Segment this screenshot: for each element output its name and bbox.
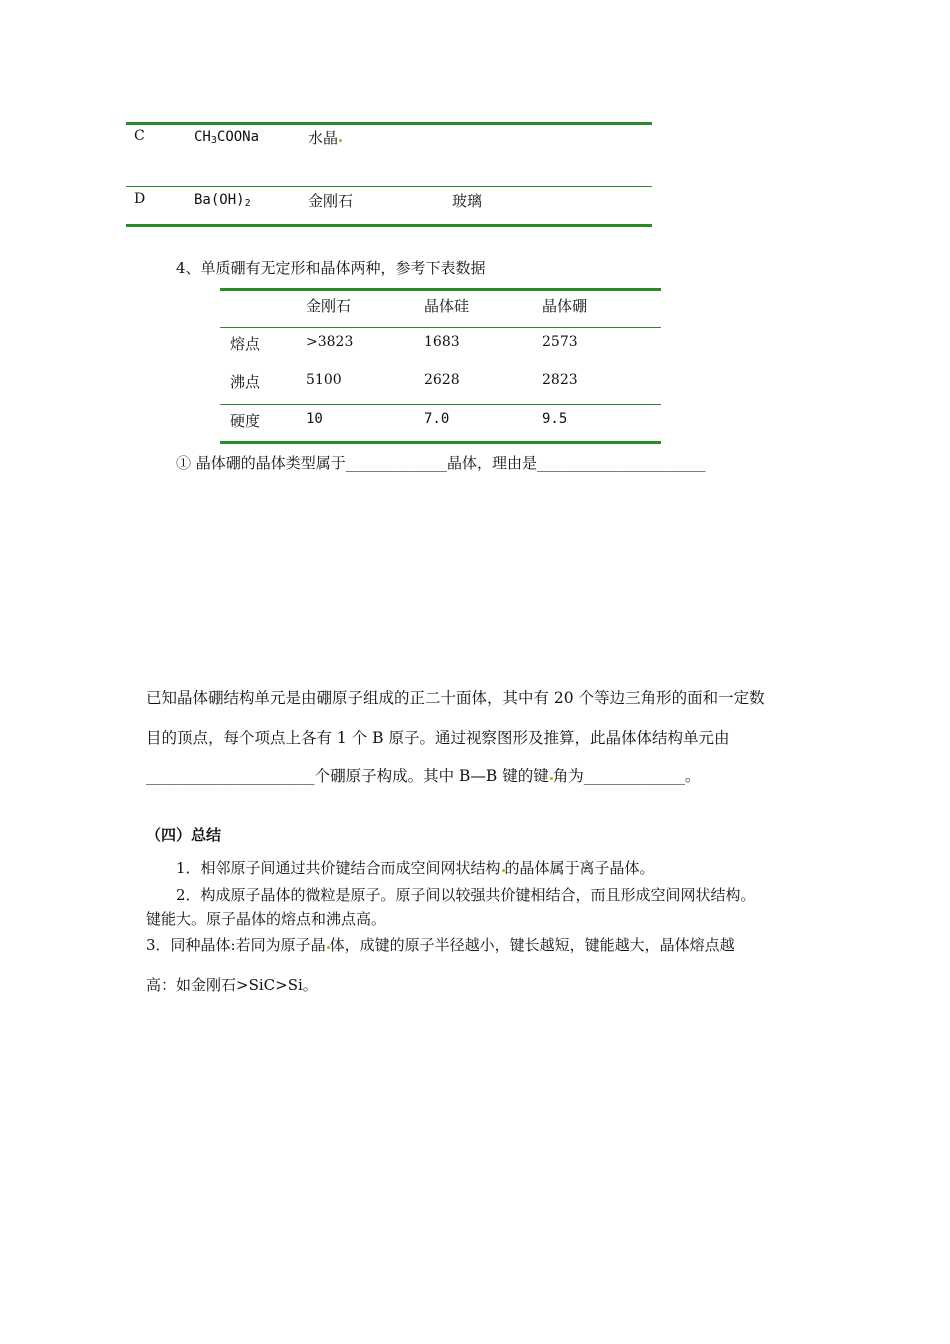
row-hardness-diamond: 10 (306, 411, 323, 427)
row-d-glass: 玻璃 (452, 192, 483, 210)
para-line-3: ____________________个硼原子构成。其中 B—B 键的键 角为____________。 (146, 767, 701, 785)
row-boiling-silicon: 2628 (424, 372, 460, 388)
row-boiling-boron: 2823 (542, 372, 578, 388)
q4-intro: 4、单质硼有无定形和晶体两种，参考下表数据 (176, 259, 486, 277)
answer-blank-reason[interactable]: ____________________ (536, 456, 706, 472)
summary-item-2-line-2: 键能大。原子晶体的熔点和沸点高。 (146, 910, 387, 928)
para-line-2: 目的顶点，每个项点上各有 1 个 B 原子。通过视察图形及推算，此晶体体结构单元由 (146, 729, 730, 747)
answer-blank-atom-count[interactable]: ____________________ (146, 769, 315, 785)
data-table-bottom-rule (220, 441, 661, 444)
answer-blank-bond-angle[interactable]: ____________ (583, 769, 685, 785)
header-boron: 晶体硼 (542, 297, 588, 315)
row-melting-diamond: >3823 (306, 334, 354, 350)
summary-item-1: 1．相邻原子间通过共价键结合而成空间网状结构 的晶体属于离子晶体。 (176, 859, 655, 877)
answer-blank-type[interactable]: ____________ (345, 456, 447, 472)
data-table-row-rule (220, 404, 661, 405)
table-top-rule (126, 122, 652, 125)
row-d-label: D (134, 191, 146, 207)
row-c-crystal: 水晶 (308, 127, 342, 148)
data-table-header-rule (220, 327, 661, 328)
summary-item-3-line-1: 3．同种晶体:若同为原子晶 体，成键的原子半径越小，键长越短，键能越大，晶体熔点越 (146, 936, 735, 954)
row-boiling-diamond: 5100 (306, 372, 342, 388)
q4-subquestion-1: ① 晶体硼的晶体类型属于____________晶体，理由是____________________ (176, 454, 706, 472)
row-melting-boron: 2573 (542, 334, 578, 350)
row-melting-label: 熔点 (230, 335, 261, 353)
table-mid-rule (126, 186, 652, 187)
row-d-formula: $Ba(OH)_2$ (194, 192, 251, 209)
row-c-label: C (134, 128, 145, 144)
summary-item-3-line-2: 高：如金刚石>SiC>Si。 (146, 976, 318, 994)
row-hardness-silicon: 7.0 (424, 411, 450, 427)
table-bottom-rule (126, 224, 652, 227)
row-melting-silicon: 1683 (424, 334, 460, 350)
header-diamond: 金刚石 (306, 297, 352, 315)
data-table-top-rule (220, 288, 661, 291)
row-d-crystal: 金刚石 (308, 192, 354, 210)
para-line-1: 已知晶体硼结构单元是由硼原子组成的正二十面体，其中有 20 个等边三角形的面和一定数 (146, 689, 765, 707)
summary-item-2-line-1: 2．构成原子晶体的微粒是原子。原子间以较强共价键相结合，而且形成空间网状结构。 (176, 886, 756, 904)
row-hardness-boron: 9.5 (542, 411, 568, 427)
row-boiling-label: 沸点 (230, 373, 261, 391)
row-c-formula: $CH_3COONa$ (194, 129, 260, 146)
summary-title: （四）总结 (146, 826, 222, 844)
row-hardness-label: 硬度 (230, 412, 261, 430)
header-silicon: 晶体硅 (424, 297, 470, 315)
